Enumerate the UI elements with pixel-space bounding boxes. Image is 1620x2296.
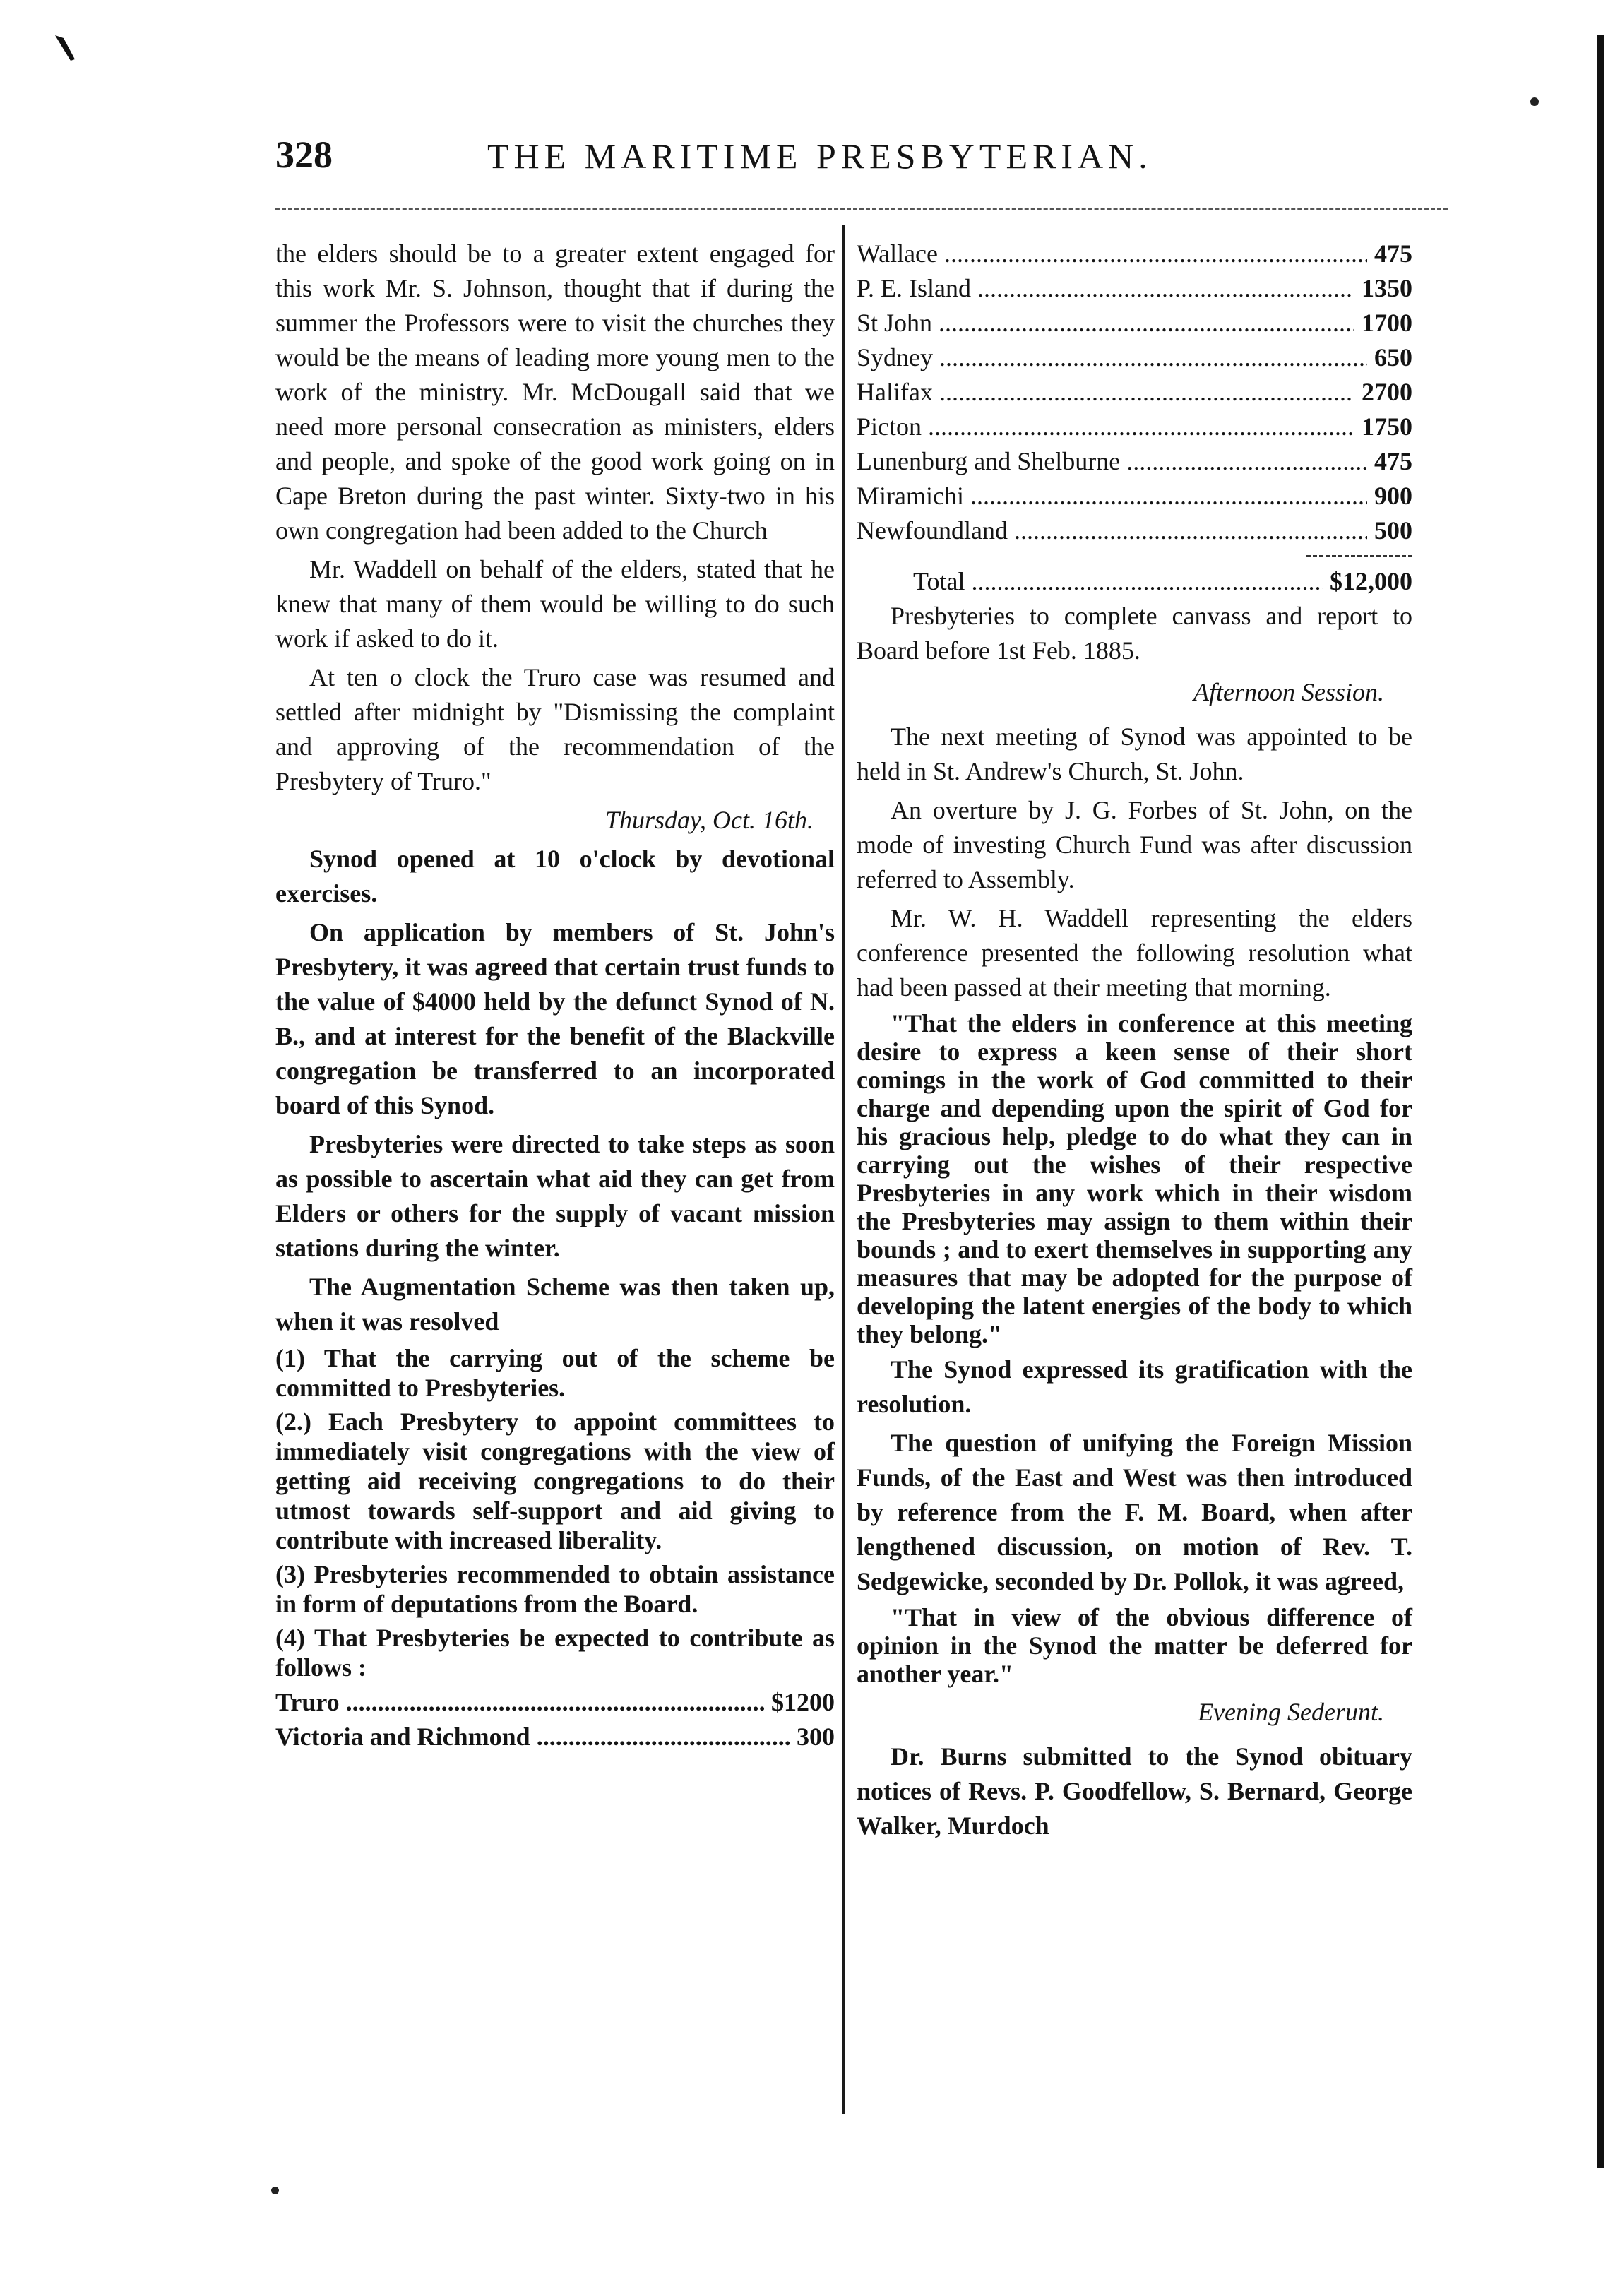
presbytery-name: P. E. Island ..... bbox=[857, 271, 1354, 306]
presbytery-name: Newfoundland ..... bbox=[857, 513, 1367, 548]
quoted-resolution: "That the elders in conference at this meeting desire to express a keen sense of their short comings in the work of God committed to their charge and depending upon the spirit of God for his gracious help, pledge to do what they can in carrying out the wishes of their respective Presbyteries in any work which in their wisdom the Presbyteries may assign to them within their bounds ; and to exert themselves in supporting any measures that may be adopted for the purpose of developing the latent energies of the body to which they belong." bbox=[857, 1009, 1412, 1348]
contribution-amount: 2700 bbox=[1362, 378, 1412, 406]
contribution-amount: 900 bbox=[1374, 482, 1412, 510]
paragraph: Synod opened at 10 o'clock by devotional exercises. bbox=[275, 845, 835, 908]
contribution-row bbox=[857, 306, 1412, 340]
running-title: THE MARITIME PRESBYTERIAN. bbox=[487, 136, 1153, 176]
session-heading: Afternoon Session. bbox=[1193, 678, 1384, 706]
paragraph: Mr. W. H. Waddell representing the elders conference presented the following resolution what had been passed at their meeting that morning. bbox=[857, 904, 1412, 1001]
paragraph: The Augmentation Scheme was then taken up, when it was resolved bbox=[275, 1273, 835, 1336]
total-row bbox=[857, 564, 1412, 599]
left-column bbox=[275, 237, 835, 1754]
contribution-row bbox=[857, 479, 1412, 513]
presbytery-name: Sydney ..... bbox=[857, 340, 1367, 375]
header-rule bbox=[275, 208, 1448, 210]
paragraph: Presbyteries were directed to take steps as soon as possible to ascertain what aid they can get from Elders or others for the supply of vacant mission stations during the winter. bbox=[275, 1130, 835, 1262]
total-amount: $12,000 bbox=[1330, 567, 1412, 595]
presbytery-name: Halifax ..... bbox=[857, 375, 1354, 410]
paragraph: Dr. Burns submitted to the Synod obituary notices of Revs. P. Goodfellow, S. Bernard, George Walker, Murdoch bbox=[857, 1742, 1412, 1840]
contribution-row bbox=[275, 1685, 835, 1720]
page-number: 328 bbox=[275, 133, 333, 176]
resolution-item: (2.) Each Presbytery to appoint committees to immediately visit congregations with the view of getting aid receiving congregations to do their utmost towards self-support and aid giving to contribute with increased liberality. bbox=[275, 1408, 835, 1554]
contribution-row bbox=[857, 410, 1412, 444]
contribution-row bbox=[857, 340, 1412, 375]
paragraph: At ten o clock the Truro case was resumed and settled after midnight by "Dismissing the complaint and approving of the recommendation of the Presbytery of Truro." bbox=[275, 663, 835, 795]
contribution-row bbox=[857, 375, 1412, 410]
resolution-item: (3) Presbyteries recommended to obtain assistance in form of deputations from the Board. bbox=[275, 1560, 835, 1618]
resolution-item: (1) That the carrying out of the scheme be committed to Presbyteries. bbox=[275, 1344, 835, 1402]
contribution-amount: 650 bbox=[1374, 343, 1412, 371]
paragraph: Presbyteries to complete canvass and report to Board before 1st Feb. 1885. bbox=[857, 602, 1412, 665]
contribution-amount: 1700 bbox=[1362, 309, 1412, 337]
quoted-resolution: "That in view of the obvious difference of opinion in the Synod the matter be deferred for another year." bbox=[857, 1603, 1412, 1688]
paragraph: The Synod expressed its gratification with the resolution. bbox=[857, 1355, 1412, 1418]
resolution-item: (4) That Presbyteries be expected to contribute as follows : bbox=[275, 1624, 835, 1682]
contribution-amount: $1200 bbox=[771, 1688, 835, 1716]
presbytery-name: Victoria and Richmond ..... bbox=[275, 1720, 790, 1754]
contribution-amount: 1750 bbox=[1362, 412, 1412, 441]
page-header bbox=[275, 133, 1335, 196]
presbytery-name: Miramichi ..... bbox=[857, 479, 1367, 513]
presbytery-name: Lunenburg and Shelburne ..... bbox=[857, 444, 1367, 479]
paragraph: the elders should be to a greater extent engaged for this work Mr. S. Johnson, thought that if during the summer the Professors were to visit the churches they would be the means of leading more young men to the work of the ministry. Mr. McDougall said that we need more personal consecration as ministers, elders and people, and spoke of the good work going on in Cape Breton during the past winter. Sixty-two in his own congregation had been added to the Church bbox=[275, 239, 835, 545]
presbytery-name: Wallace ..... bbox=[857, 237, 1367, 271]
margin-rule bbox=[1597, 35, 1604, 2168]
contribution-row bbox=[857, 237, 1412, 271]
paragraph: On application by members of St. John's Presbytery, it was agreed that certain trust funds to the value of $4000 held by the defunct Synod of N. B., and at interest for the benefit of the Blackville congregation be transferred to an incorporated board of this Synod. bbox=[275, 918, 835, 1119]
presbytery-name: Picton ..... bbox=[857, 410, 1354, 444]
paragraph: The next meeting of Synod was appointed to be held in St. Andrew's Church, St. John. bbox=[857, 722, 1412, 785]
sum-rule bbox=[1306, 555, 1412, 557]
contribution-amount: 500 bbox=[1374, 516, 1412, 545]
contribution-row bbox=[857, 271, 1412, 306]
presbytery-name: St John ..... bbox=[857, 306, 1354, 340]
dateline: Thursday, Oct. 16th. bbox=[604, 806, 814, 834]
column-divider bbox=[842, 225, 845, 2114]
contribution-amount: 475 bbox=[1374, 447, 1412, 475]
contribution-amount: 475 bbox=[1374, 239, 1412, 268]
contribution-row bbox=[857, 513, 1412, 548]
contribution-row bbox=[275, 1720, 835, 1754]
right-column bbox=[857, 237, 1412, 1848]
contribution-amount: 300 bbox=[797, 1723, 835, 1751]
scan-speck-mark bbox=[54, 34, 78, 62]
paragraph: An overture by J. G. Forbes of St. John, on the mode of investing Church Fund was after discussion referred to Assembly. bbox=[857, 796, 1412, 893]
contribution-amount: 1350 bbox=[1362, 274, 1412, 302]
paragraph: Mr. Waddell on behalf of the elders, stated that he knew that many of them would be willing to do such work if asked to do it. bbox=[275, 555, 835, 653]
scan-dot-mark bbox=[1530, 97, 1539, 106]
total-label: Total ..... bbox=[913, 564, 1323, 599]
scan-dot-mark bbox=[271, 2187, 279, 2194]
paragraph: The question of unifying the Foreign Mission Funds, of the East and West was then introduced by reference from the F. M. Board, when after lengthened discussion, on motion of Rev. T. Sedgewicke, seconded by Dr. Pollok, it was agreed, bbox=[857, 1429, 1412, 1595]
session-heading: Evening Sederunt. bbox=[1198, 1698, 1384, 1726]
contribution-row bbox=[857, 444, 1412, 479]
presbytery-name: Truro ..... bbox=[275, 1685, 764, 1720]
